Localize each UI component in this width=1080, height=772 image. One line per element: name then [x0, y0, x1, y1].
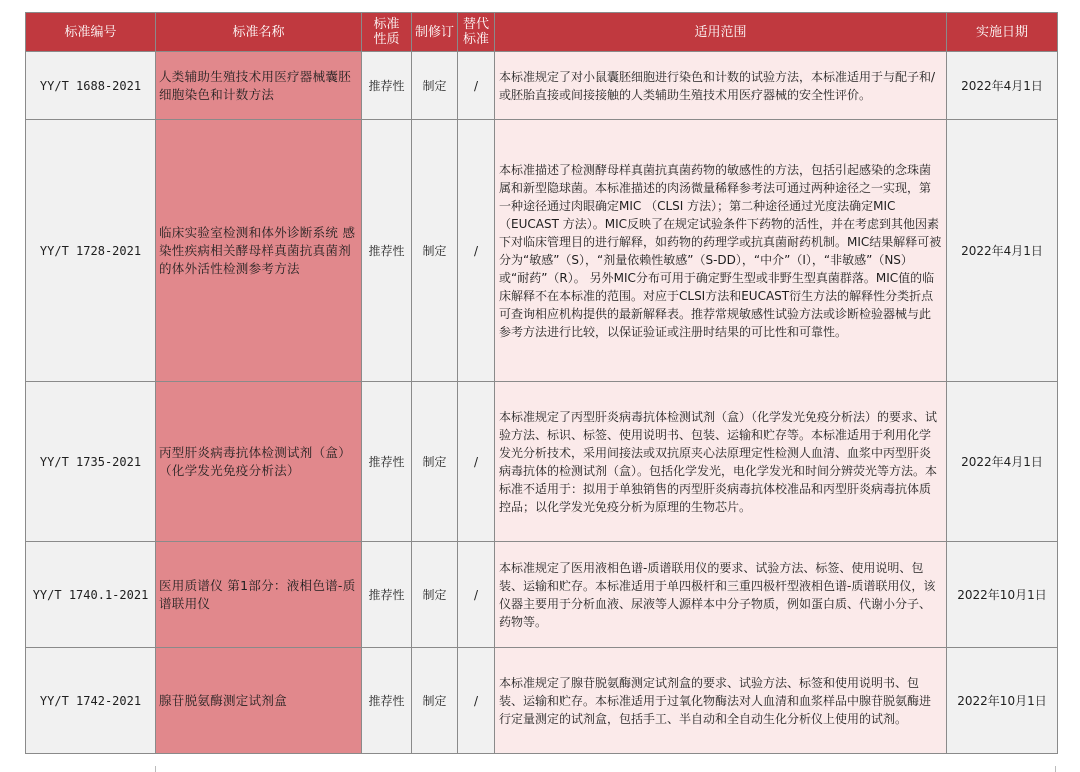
row-revision: 制定: [412, 542, 458, 648]
header-name: 标准名称: [156, 13, 362, 52]
row-revision: 制定: [412, 120, 458, 382]
row-nature: 推荐性: [362, 52, 412, 120]
table-row: [26, 52, 1058, 120]
row-nature: 推荐性: [362, 382, 412, 542]
header-replaced: 替代标准: [458, 13, 495, 52]
row-code: YY/T 1728-2021: [26, 120, 156, 382]
table-row: [26, 382, 1058, 542]
row-name: 人类辅助生殖技术用医疗器械囊胚细胞染色和计数方法: [156, 52, 362, 120]
row-replaced: /: [458, 382, 495, 542]
row-revision: 制定: [412, 648, 458, 754]
row-revision: 制定: [412, 52, 458, 120]
edge-mark-left: [155, 766, 156, 772]
row-date: 2022年4月1日: [947, 120, 1058, 382]
row-nature: 推荐性: [362, 120, 412, 382]
row-replaced: /: [458, 542, 495, 648]
row-name: 临床实验室检测和体外诊断系统 感染性疾病相关酵母样真菌抗真菌剂的体外活性检测参考方法: [156, 120, 362, 382]
row-code: YY/T 1735-2021: [26, 382, 156, 542]
row-date: 2022年10月1日: [947, 648, 1058, 754]
row-replaced: /: [458, 120, 495, 382]
row-date: 2022年10月1日: [947, 542, 1058, 648]
row-revision: 制定: [412, 382, 458, 542]
row-scope: 本标准描述了检测酵母样真菌抗真菌药物的敏感性的方法，包括引起感染的念珠菌属和新型隐球菌。本标准描述的肉汤微量稀释参考法可通过两种途径之一实现，第一种途径通过肉眼确定MIC （CLSI 方法）；第二种途径通过光度法确定MIC （EUCAST 方法）。MIC反映了在规定试验条件下药物的活性，并在考虑到其他因素下对临床管理目的进行解释，如药物的药理学或抗真菌耐药机制。MIC结果解释可被分为“敏感”（S），“剂量依赖性敏感”（S-DD），“中介”（I），“非敏感”（NS）或“耐药”（R）。 另外MIC分布可用于确定野生型或非野生型真菌群落。MIC值的临床解释不在本标准的范围。对应于CLSI方法和EUCAST衍生方法的解释性分类折点可查询相应机构提供的最新解释表。推荐常规敏感性试验方法或诊断检验器械与此参考方法进行比较，以保证验证或注册时结果的可比性和可靠性。: [495, 120, 947, 382]
header-date: 实施日期: [947, 13, 1058, 52]
row-code: YY/T 1688-2021: [26, 52, 156, 120]
header-code: 标准编号: [26, 13, 156, 52]
edge-mark-right: [1055, 766, 1056, 772]
table-row: [26, 648, 1058, 754]
table-row: [26, 542, 1058, 648]
row-nature: 推荐性: [362, 542, 412, 648]
row-name: 丙型肝炎病毒抗体检测试剂（盒）（化学发光免疫分析法）: [156, 382, 362, 542]
table-row: [26, 120, 1058, 382]
row-code: YY/T 1742-2021: [26, 648, 156, 754]
header-scope: 适用范围: [495, 13, 947, 52]
header-nature: 标准性质: [362, 13, 412, 52]
row-scope: 本标准规定了对小鼠囊胚细胞进行染色和计数的试验方法，本标准适用于与配子和/或胚胎直接或间接接触的人类辅助生殖技术用医疗器械的安全性评价。: [495, 52, 947, 120]
row-name: 腺苷脱氨酶测定试剂盒: [156, 648, 362, 754]
row-code: YY/T 1740.1-2021: [26, 542, 156, 648]
row-scope: 本标准规定了医用液相色谱-质谱联用仪的要求、试验方法、标签、使用说明、包装、运输和贮存。本标准适用于单四极杆和三重四极杆型液相色谱-质谱联用仪，该仪器主要用于分析血液、尿液等人源样本中分子物质，例如蛋白质、代谢小分子、药物等。: [495, 542, 947, 648]
row-date: 2022年4月1日: [947, 382, 1058, 542]
row-scope: 本标准规定了丙型肝炎病毒抗体检测试剂（盒）（化学发光免疫分析法）的要求、试验方法、标识、标签、使用说明书、包装、运输和贮存等。本标准适用于利用化学发光分析技术，采用间接法或双抗原夹心法原理定性检测人血清、血浆中丙型肝炎病毒抗体的检测试剂（盒）。包括化学发光，电化学发光和时间分辨荧光等方法。本标准不适用于：拟用于单独销售的丙型肝炎病毒抗体校准品和丙型肝炎病毒抗体质控品；以化学发光免疫分析为原理的生物芯片。: [495, 382, 947, 542]
header-revision: 制修订: [412, 13, 458, 52]
row-scope: 本标准规定了腺苷脱氨酶测定试剂盒的要求、试验方法、标签和使用说明书、包装、运输和贮存。本标准适用于过氧化物酶法对人血清和血浆样品中腺苷脱氨酶进行定量测定的试剂盒，包括手工、半自动和全自动生化分析仪上使用的试剂。: [495, 648, 947, 754]
row-nature: 推荐性: [362, 648, 412, 754]
header-row: [26, 13, 1058, 52]
row-replaced: /: [458, 648, 495, 754]
row-replaced: /: [458, 52, 495, 120]
standards-table: [25, 12, 1058, 754]
row-date: 2022年4月1日: [947, 52, 1058, 120]
row-name: 医用质谱仪 第1部分：液相色谱-质谱联用仪: [156, 542, 362, 648]
